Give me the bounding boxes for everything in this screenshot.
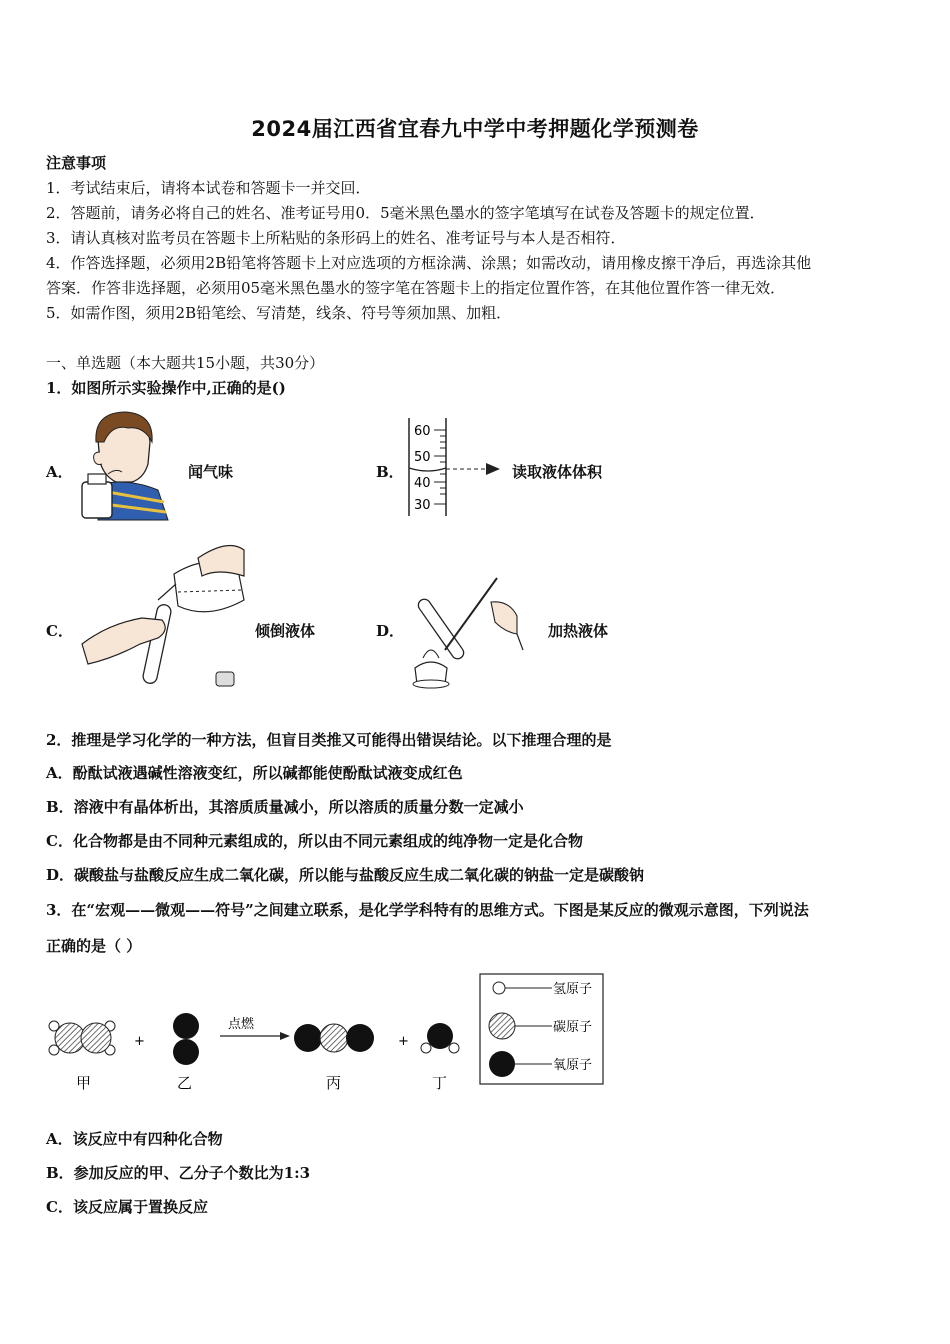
q3-option-c: C．该反应属于置换反应 [46, 1198, 208, 1216]
plus-sign-1: + [134, 1034, 145, 1049]
label-jia: 甲 [76, 1074, 92, 1092]
notice-item-4: 4．作答选择题，必须用2B铅笔将答题卡上对应选项的方框涂满、涂黑；如需改动，请用橡皮擦干净后，再选涂其他 [46, 254, 812, 272]
cylinder-illustration [406, 416, 506, 518]
cylinder-tick-60: 60 [414, 424, 431, 439]
q2-option-a: A．酚酞试液遇碱性溶液变红，所以碱都能使酚酞试液变成红色 [46, 764, 463, 782]
q1-option-c-text: 倾倒液体 [255, 622, 316, 640]
label-bing: 丙 [326, 1074, 342, 1092]
legend-hydrogen: 氢原子 [553, 982, 593, 997]
label-yi: 乙 [177, 1074, 193, 1092]
q1-option-d-text: 加热液体 [548, 622, 609, 640]
pouring-illustration [78, 540, 248, 690]
notice-item-2: 2．答题前，请务必将自己的姓名、准考证号用0．5毫米黑色墨水的签字笔填写在试卷及答题卡的规定位置． [46, 204, 765, 222]
label-ding: 丁 [432, 1074, 448, 1092]
q1-option-c-letter: C． [46, 622, 73, 640]
page-title: 2024届江西省宜春九中学中考押题化学预测卷 [251, 117, 699, 141]
q1-stem: 1．如图所示实验操作中,正确的是() [46, 379, 286, 397]
molecule-ding [421, 1023, 459, 1053]
plus-sign-2: + [398, 1034, 409, 1049]
q2-option-c: C．化合物都是由不同种元素组成的，所以由不同元素组成的纯净物一定是化合物 [46, 832, 583, 850]
notice-item-1: 1．考试结束后，请将本试卷和答题卡一并交回． [46, 179, 371, 197]
notice-item-4-cont: 答案．作答非选择题，必须用05毫米黑色墨水的签字笔在答题卡上的指定位置作答，在其他位置作答一律无效． [46, 279, 786, 297]
reaction-condition: 点燃 [228, 1017, 255, 1032]
q2-option-b: B．溶液中有晶体析出，其溶质质量减小，所以溶质的质量分数一定减小 [46, 798, 524, 816]
q2-option-d: D．碳酸盐与盐酸反应生成二氧化碳，所以能与盐酸反应生成二氧化碳的钠盐一定是碳酸钠 [46, 866, 645, 884]
heating-illustration [405, 572, 530, 690]
q1-option-a-letter: A． [46, 463, 73, 481]
q1-option-b-letter: B． [376, 463, 404, 481]
notice-item-3: 3．请认真核对监考员在答题卡上所粘贴的条形码上的姓名、准考证号与本人是否相符． [46, 229, 626, 247]
q3-stem-line1: 3．在“宏观——微观——符号”之间建立联系，是化学学科特有的思维方式。下图是某反应的微观示意图，下列说法 [46, 901, 809, 919]
molecule-bing [294, 1024, 374, 1052]
molecule-jia [49, 1021, 115, 1055]
section-heading: 一、单选题（本大题共15小题，共30分） [46, 354, 325, 372]
cylinder-tick-50: 50 [414, 450, 431, 465]
molecule-yi [173, 1013, 199, 1065]
legend-oxygen: 氧原子 [553, 1058, 593, 1073]
smell-illustration [78, 412, 173, 520]
legend-box [480, 974, 603, 1084]
q2-stem: 2．推理是学习化学的一种方法，但盲目类推又可能得出错误结论。以下推理合理的是 [46, 731, 612, 749]
cylinder-tick-40: 40 [414, 476, 431, 491]
notice-heading: 注意事项 [46, 154, 107, 172]
cylinder-tick-30: 30 [414, 498, 431, 513]
q3-option-b: B．参加反应的甲、乙分子个数比为1:3 [46, 1164, 311, 1182]
reaction-diagram [40, 968, 610, 1096]
legend-carbon: 碳原子 [553, 1020, 593, 1035]
q3-option-a: A．该反应中有四种化合物 [46, 1130, 223, 1148]
q3-stem-line2: 正确的是（ ） [46, 937, 142, 955]
q1-option-d-letter: D． [376, 622, 405, 640]
notice-item-5: 5．如需作图，须用2B铅笔绘、写清楚，线条、符号等须加黑、加粗． [46, 304, 512, 322]
q1-option-b-text: 读取液体体积 [512, 463, 603, 481]
q1-option-a-text: 闻气味 [188, 463, 234, 481]
